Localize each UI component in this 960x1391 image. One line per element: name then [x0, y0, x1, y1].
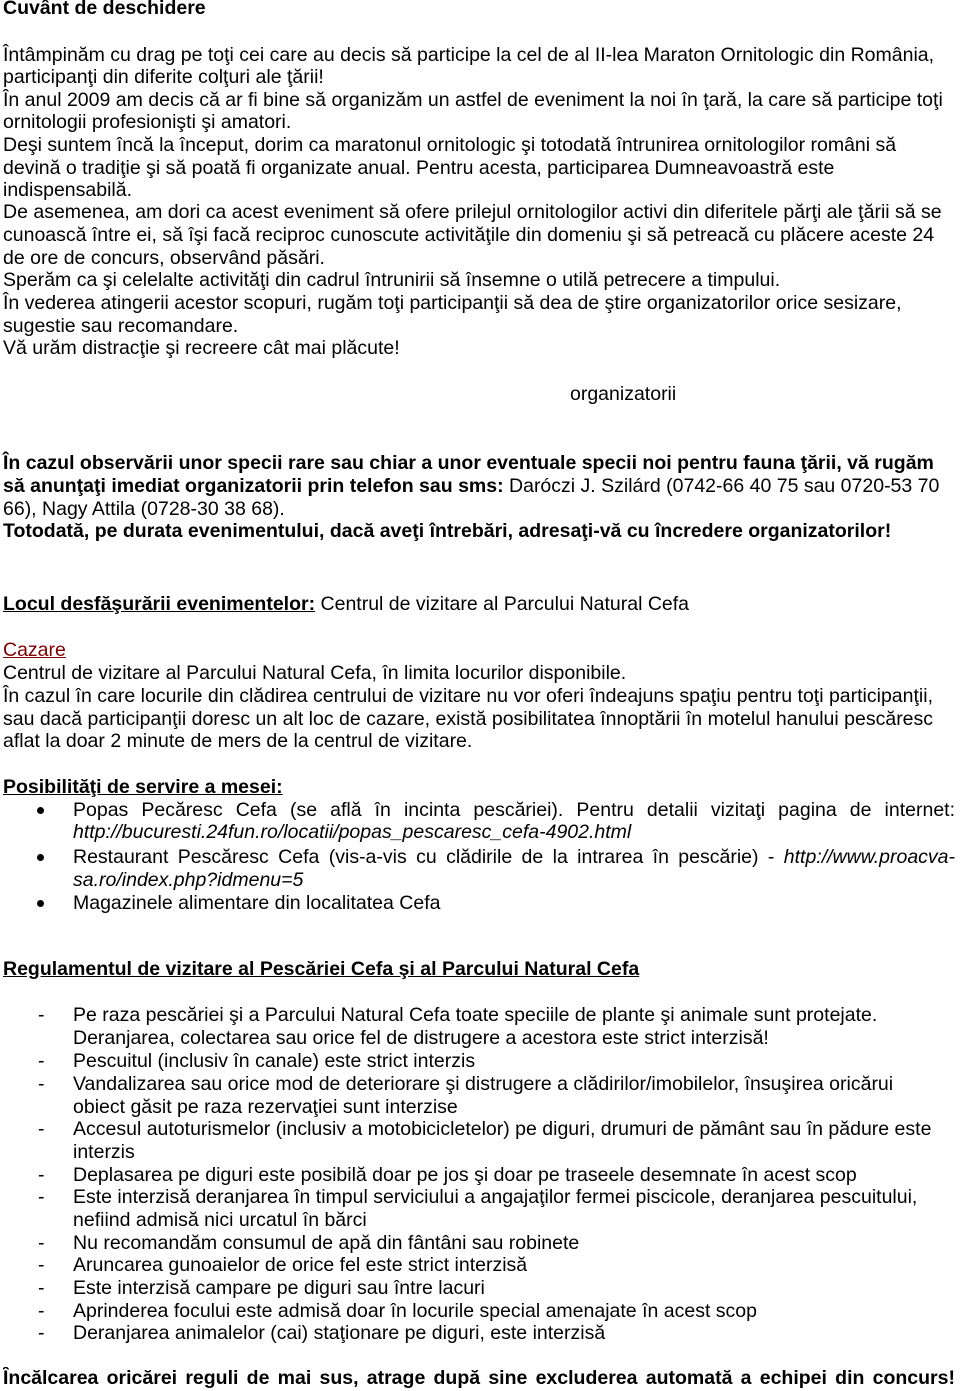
notice-line: Totodată, pe durata evenimentului, dacă aveţi întrebări, adresaţi-vă cu încredere organizatorilor! — [3, 519, 892, 542]
accommodation-heading: Cazare — [3, 638, 66, 661]
bullet-icon — [37, 900, 44, 907]
rule-item: nefiind admisă nici urcatul în bărci — [73, 1208, 367, 1231]
rule-item: obiect găsit pe raza rezervaţiei sunt interzise — [73, 1095, 458, 1118]
rule-marker: - — [38, 1117, 45, 1140]
rule-item: Accesul autoturismelor (inclusiv a motobicicletelor) pe diguri, drumuri de pământ sau în pădure este — [73, 1117, 932, 1140]
notice-line — [3, 475, 939, 498]
notice-line: În cazul observării unor specii rare sau chiar a unor eventuale specii noi pentru fauna ţării, vă rugăm — [3, 451, 934, 474]
rules-heading: Regulamentul de vizitare al Pescăriei Cefa şi al Parcului Natural Cefa — [3, 957, 640, 980]
rule-item: Deranjarea, colectarea sau orice fel de distrugere a acestora este strict interzisă! — [73, 1026, 769, 1049]
page-title: Cuvânt de deschidere — [3, 0, 206, 19]
location-line — [3, 593, 689, 616]
location-label: Locul desfăşurării evenimentelor: — [3, 592, 316, 615]
notice-contact-text: Daróczi J. Szilárd (0742-66 40 75 sau 0720-53 70 — [509, 474, 940, 497]
rule-marker: - — [38, 1321, 45, 1344]
rule-marker: - — [38, 1185, 45, 1208]
intro-line: indispensabilă. — [3, 178, 133, 201]
intro-line: ornitologii profesionişti şi amatori. — [3, 110, 292, 133]
rule-item: Pescuitul (inclusiv în canale) este strict interzis — [73, 1049, 476, 1072]
meals-item-link[interactable]: http://bucuresti.24fun.ro/locatii/popas_pescaresc_cefa-4902.html — [73, 820, 632, 843]
rule-marker: - — [38, 1072, 45, 1095]
intro-line: sugestie sau recomandare. — [3, 314, 239, 337]
intro-line: De asemenea, am dori ca acest eveniment să ofere prilejul ornitologilor activi din diferitele părţi ale ţării să se — [3, 200, 942, 223]
rule-item: Nu recomandăm consumul de apă din fântâni sau robinete — [73, 1231, 580, 1254]
accommodation-line: În cazul în care locurile din clădirea centrului de vizitare nu vor oferi îndeajuns spaţiu pentru toţi participanţii, — [3, 684, 934, 707]
meals-item-text: Magazinele alimentare din localitatea Cefa — [73, 891, 441, 914]
meals-item-text-part: Restaurant Pescăresc Cefa (vis-a-vis cu clădirile de la intrarea în pescărie) - — [73, 845, 775, 868]
intro-line: Întâmpinăm cu drag pe toţi cei care au decis să participe la cel de al II-lea Maraton Ornitologic din România, — [3, 43, 935, 66]
intro-line: Sperăm ca şi celelalte activităţi din cadrul întrunirii să însemne o utilă petrecere a timpului. — [3, 268, 781, 291]
rule-marker: - — [38, 1299, 45, 1322]
rule-marker: - — [38, 1276, 45, 1299]
intro-line: În vederea atingerii acestor scopuri, rugăm toţi participanţii să dea de ştire organizatorilor orice sesizare, — [3, 291, 902, 314]
intro-line: Deşi suntem încă la început, dorim ca maratonul ornitologic şi totodată întrunirea ornitologilor români să — [3, 133, 897, 156]
rule-item: Aprinderea focului este admisă doar în locurile special amenajate în acest scop — [73, 1299, 757, 1322]
rule-marker: - — [38, 1163, 45, 1186]
rule-marker: - — [38, 1231, 45, 1254]
accommodation-line: sau dacă participanţii doresc un alt loc de cazare, există posibilitatea înnoptării în motelul hanului pescăresc — [3, 707, 934, 730]
rule-item: Este interzisă campare pe diguri sau între lacuri — [73, 1276, 485, 1299]
accommodation-line: aflat la doar 2 minute de mers de la centrul de vizitare. — [3, 729, 473, 752]
notice-bold-text: să anunţaţi imediat organizatorii prin telefon sau sms: — [3, 474, 504, 497]
rule-item: Vandalizarea sau orice mod de deteriorare şi distrugere a clădirilor/imobilelor, însuşirea oricărui — [73, 1072, 894, 1095]
rule-item: Pe raza pescăriei şi a Parcului Natural Cefa toate speciile de plante şi animale sunt protejate. — [73, 1003, 878, 1026]
rule-marker: - — [38, 1003, 45, 1026]
rule-item: Este interzisă deranjarea în timpul serviciului a angajaţilor fermei piscicole, deranjarea pescuitului, — [73, 1185, 918, 1208]
accommodation-line: Centrul de vizitare al Parcului Natural Cefa, în limita locurilor disponibile. — [3, 661, 627, 684]
intro-line: Vă urăm distracţie şi recreere cât mai plăcute! — [3, 336, 400, 359]
bullet-icon — [37, 854, 44, 861]
rule-marker: - — [38, 1049, 45, 1072]
intro-line: cunoască între ei, să îşi facă reciproc cunoscute activităţile din domeniu şi să petreacă cu plăcere aceste 24 — [3, 223, 935, 246]
meals-heading: Posibilităţi de servire a mesei: — [3, 775, 283, 798]
closing-warning: Încălcarea oricărei reguli de mai sus, atrage după sine excluderea automată a echipei din concurs! — [3, 1366, 955, 1389]
rule-marker: - — [38, 1253, 45, 1276]
intro-line: devină o tradiţie şi să poată fi organizate anual. Pentru acesta, participarea Dumneavoastră este — [3, 156, 835, 179]
intro-line: participanţi din diferite colţuri ale ţării! — [3, 65, 324, 88]
intro-line: În anul 2009 am decis că ar fi bine să organizăm un astfel de eveniment la noi în ţară, la care să participe toţi — [3, 88, 943, 111]
rule-item: Deranjarea animalelor (cai) staţionare pe diguri, este interzisă — [73, 1321, 606, 1344]
meals-item-text: Popas Pecăresc Cefa (se află în incinta pescăriei). Pentru detalii vizitaţi pagina de internet: — [73, 798, 955, 821]
meals-item-text — [73, 846, 955, 869]
rule-item: Aruncarea gunoaielor de orice fel este strict interzisă — [73, 1253, 528, 1276]
intro-line: de ore de concurs, observând păsări. — [3, 246, 325, 269]
bullet-icon — [37, 807, 44, 814]
meals-item-link[interactable]: sa.ro/index.php?idmenu=5 — [73, 868, 304, 891]
notice-contact-line: 66), Nagy Attila (0728-30 38 68). — [3, 497, 285, 520]
meals-item-link[interactable]: http://www.proacva- — [783, 845, 955, 868]
location-value: Centrul de vizitare al Parcului Natural Cefa — [320, 592, 690, 615]
signature: organizatorii — [570, 382, 677, 405]
rule-item: Deplasarea pe diguri este posibilă doar pe jos şi doar pe traseele desemnate în acest scop — [73, 1163, 857, 1186]
rule-item: interzis — [73, 1140, 135, 1163]
